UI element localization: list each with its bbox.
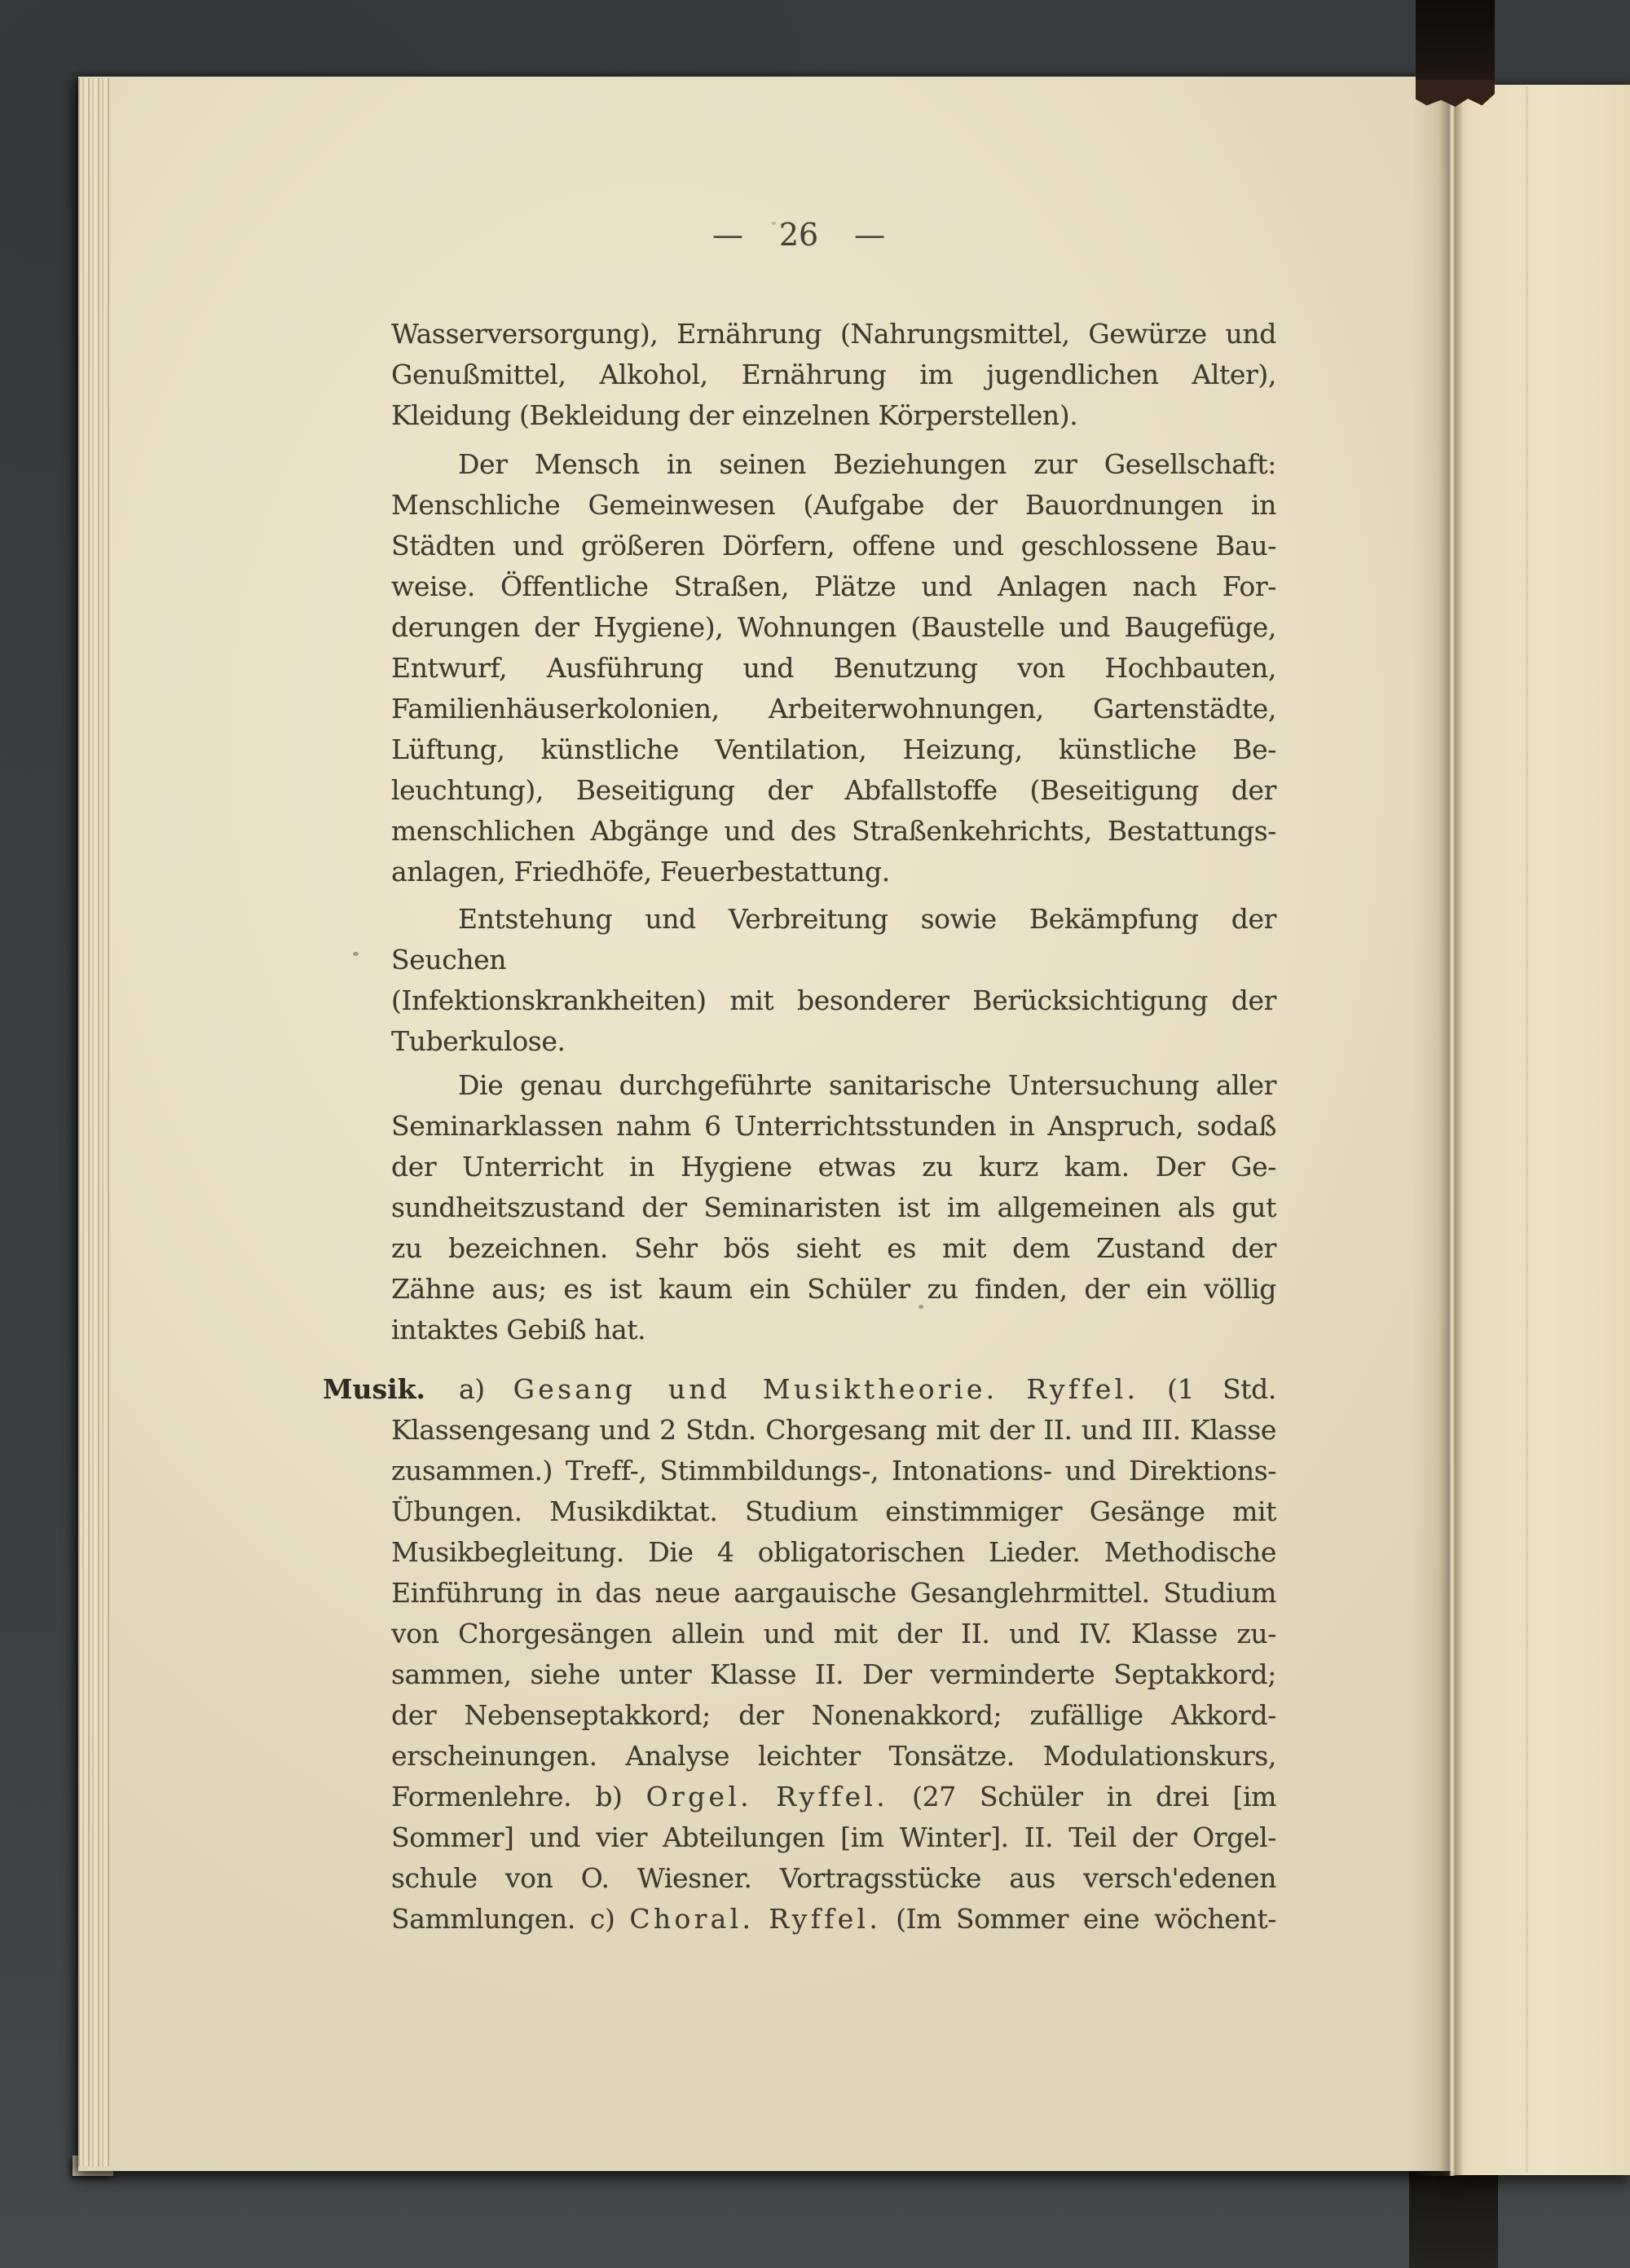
paragraph bbox=[391, 1065, 1276, 1350]
text-line: Genußmittel, Alkohol, Ernährung im jugendlichen Alter), bbox=[391, 359, 1276, 390]
text-line: intaktes Gebiß hat. bbox=[391, 1314, 646, 1345]
letterspaced-text: Ryffel. bbox=[769, 1903, 882, 1935]
text-line: (Infektionskrankheiten) mit besonderer Berücksichtigung der bbox=[391, 984, 1276, 1016]
text-line: menschlichen Abgänge und des Straßenkehrichts, Bestattungs- bbox=[391, 815, 1276, 847]
plain-text bbox=[998, 1373, 1026, 1405]
page-stack-edges bbox=[78, 78, 109, 2166]
plain-text bbox=[752, 1781, 776, 1812]
page-number-header bbox=[712, 217, 885, 253]
section-label: Musik. bbox=[323, 1373, 425, 1405]
paper-speck bbox=[919, 1305, 923, 1309]
text-line: Städten und größeren Dörfern, offene und geschlossene Bau- bbox=[391, 530, 1276, 561]
text-line: Sommer] und vier Abteilungen [im Winter]. II. Teil der Orgel- bbox=[391, 1821, 1276, 1853]
text-line: weise. Öffentliche Straßen, Plätze und Anlagen nach For- bbox=[391, 570, 1276, 602]
facing-page-edge bbox=[1453, 85, 1630, 2175]
letterspaced-text: Ryffel. bbox=[1026, 1373, 1139, 1405]
text-line: Familienhäuserkolonien, Arbeiterwohnungen, Gartenstädte, bbox=[391, 693, 1276, 724]
text-line: Kleidung (Bekleidung der einzelnen Körperstellen). bbox=[391, 399, 1078, 431]
letterspaced-text: Gesang und Musiktheorie. bbox=[513, 1373, 998, 1405]
text-line: derungen der Hygiene), Wohnungen (Baustelle und Baugefüge, bbox=[391, 611, 1276, 643]
text-line: zusammen.) Treff-, Stimmbildungs-, Intonations- und Direktions- bbox=[391, 1455, 1276, 1486]
text-line: Klassengesang und 2 Stdn. Chorgesang mit der II. und III. Klasse bbox=[391, 1414, 1276, 1446]
page-number: 26 bbox=[778, 217, 819, 253]
text-line: Die genau durchgeführte sanitarische Untersuchung aller bbox=[458, 1069, 1276, 1101]
paragraph bbox=[323, 1369, 1277, 1940]
text-line: der Nebenseptakkord; der Nonenakkord; zufällige Akkord- bbox=[391, 1699, 1276, 1731]
plain-text bbox=[754, 1903, 769, 1935]
letterspaced-text: Ryffel. bbox=[776, 1781, 889, 1812]
text-line: erscheinungen. Analyse leichter Tonsätze. Modulationskurs, bbox=[391, 1740, 1276, 1772]
text-line: Zähne aus; es ist kaum ein Schüler zu finden, der ein völlig bbox=[391, 1273, 1276, 1305]
header-dash-right: — bbox=[854, 217, 886, 253]
text-line: leuchtung), Beseitigung der Abfallstoffe (Beseitigung der bbox=[391, 774, 1276, 806]
text-line: von Chorgesängen allein und mit der II. und IV. Klasse zu- bbox=[391, 1618, 1276, 1649]
plain-text: (Im Sommer eine wöchent- bbox=[881, 1903, 1276, 1935]
header-dash-left: — bbox=[711, 217, 743, 253]
bookmark-ribbon-tip bbox=[1416, 80, 1495, 107]
gutter-crease bbox=[1412, 77, 1462, 2176]
text-line bbox=[391, 1369, 1276, 1410]
text-line: Übungen. Musikdiktat. Studium einstimmiger Gesänge mit bbox=[391, 1495, 1276, 1527]
text-line: zu bezeichnen. Sehr bös sieht es mit dem Zustand der bbox=[391, 1232, 1276, 1264]
text-line: sammen, siehe unter Klasse II. Der verminderte Septakkord; bbox=[391, 1658, 1276, 1690]
text-line: Einführung in das neue aargauische Gesanglehrmittel. Studium bbox=[391, 1577, 1276, 1609]
paper-speck bbox=[353, 952, 359, 956]
facing-page-fold-line bbox=[1526, 86, 1528, 2173]
bookmark-ribbon-bottom bbox=[1409, 2166, 1498, 2268]
text-block bbox=[323, 314, 1277, 1940]
text-line bbox=[391, 1777, 1276, 1817]
text-line: Entstehung und Verbreitung sowie Bekämpfung der Seuchen bbox=[391, 903, 1276, 975]
plain-text: Formenlehre. b) bbox=[391, 1781, 646, 1812]
text-line: anlagen, Friedhöfe, Feuerbestattung. bbox=[391, 856, 890, 887]
letterspaced-text: Orgel. bbox=[645, 1781, 752, 1812]
paragraph bbox=[391, 444, 1276, 892]
plain-text: (27 Schüler in drei [im bbox=[888, 1781, 1277, 1812]
text-line: Seminarklassen nahm 6 Unterrichtsstunden in Anspruch, sodaß bbox=[391, 1110, 1276, 1142]
text-line: schule von O. Wiesner. Vortragsstücke aus versch'edenen bbox=[391, 1862, 1276, 1894]
paragraph bbox=[391, 899, 1276, 1062]
paragraph bbox=[391, 314, 1276, 436]
paper-speck bbox=[772, 222, 776, 225]
text-line: Tuberkulose. bbox=[391, 1025, 566, 1057]
plain-text: Sammlungen. c) bbox=[391, 1903, 630, 1935]
text-line: Der Mensch in seinen Beziehungen zur Gesellschaft: bbox=[458, 448, 1276, 480]
text-line: der Unterricht in Hygiene etwas zu kurz kam. Der Ge- bbox=[391, 1151, 1276, 1182]
text-line: Musikbegleitung. Die 4 obligatorischen Lieder. Methodische bbox=[391, 1536, 1276, 1568]
bookmark-ribbon-icon bbox=[1416, 0, 1495, 81]
text-line: Lüftung, künstliche Ventilation, Heizung, künstliche Be- bbox=[391, 733, 1276, 765]
plain-text: a) bbox=[459, 1373, 513, 1405]
text-line: Menschliche Gemeinwesen (Aufgabe der Bauordnungen in bbox=[391, 489, 1276, 521]
text-line: Entwurf, Ausführung und Benutzung von Hochbauten, bbox=[391, 652, 1276, 684]
text-line: sundheitszustand der Seminaristen ist im allgemeinen als gut bbox=[391, 1191, 1276, 1223]
text-line: Wasserversorgung), Ernährung (Nahrungsmittel, Gewürze und bbox=[391, 318, 1276, 350]
letterspaced-text: Choral. bbox=[629, 1903, 755, 1935]
plain-text: (1 Std. bbox=[1139, 1373, 1276, 1405]
text-line bbox=[391, 1899, 1276, 1940]
